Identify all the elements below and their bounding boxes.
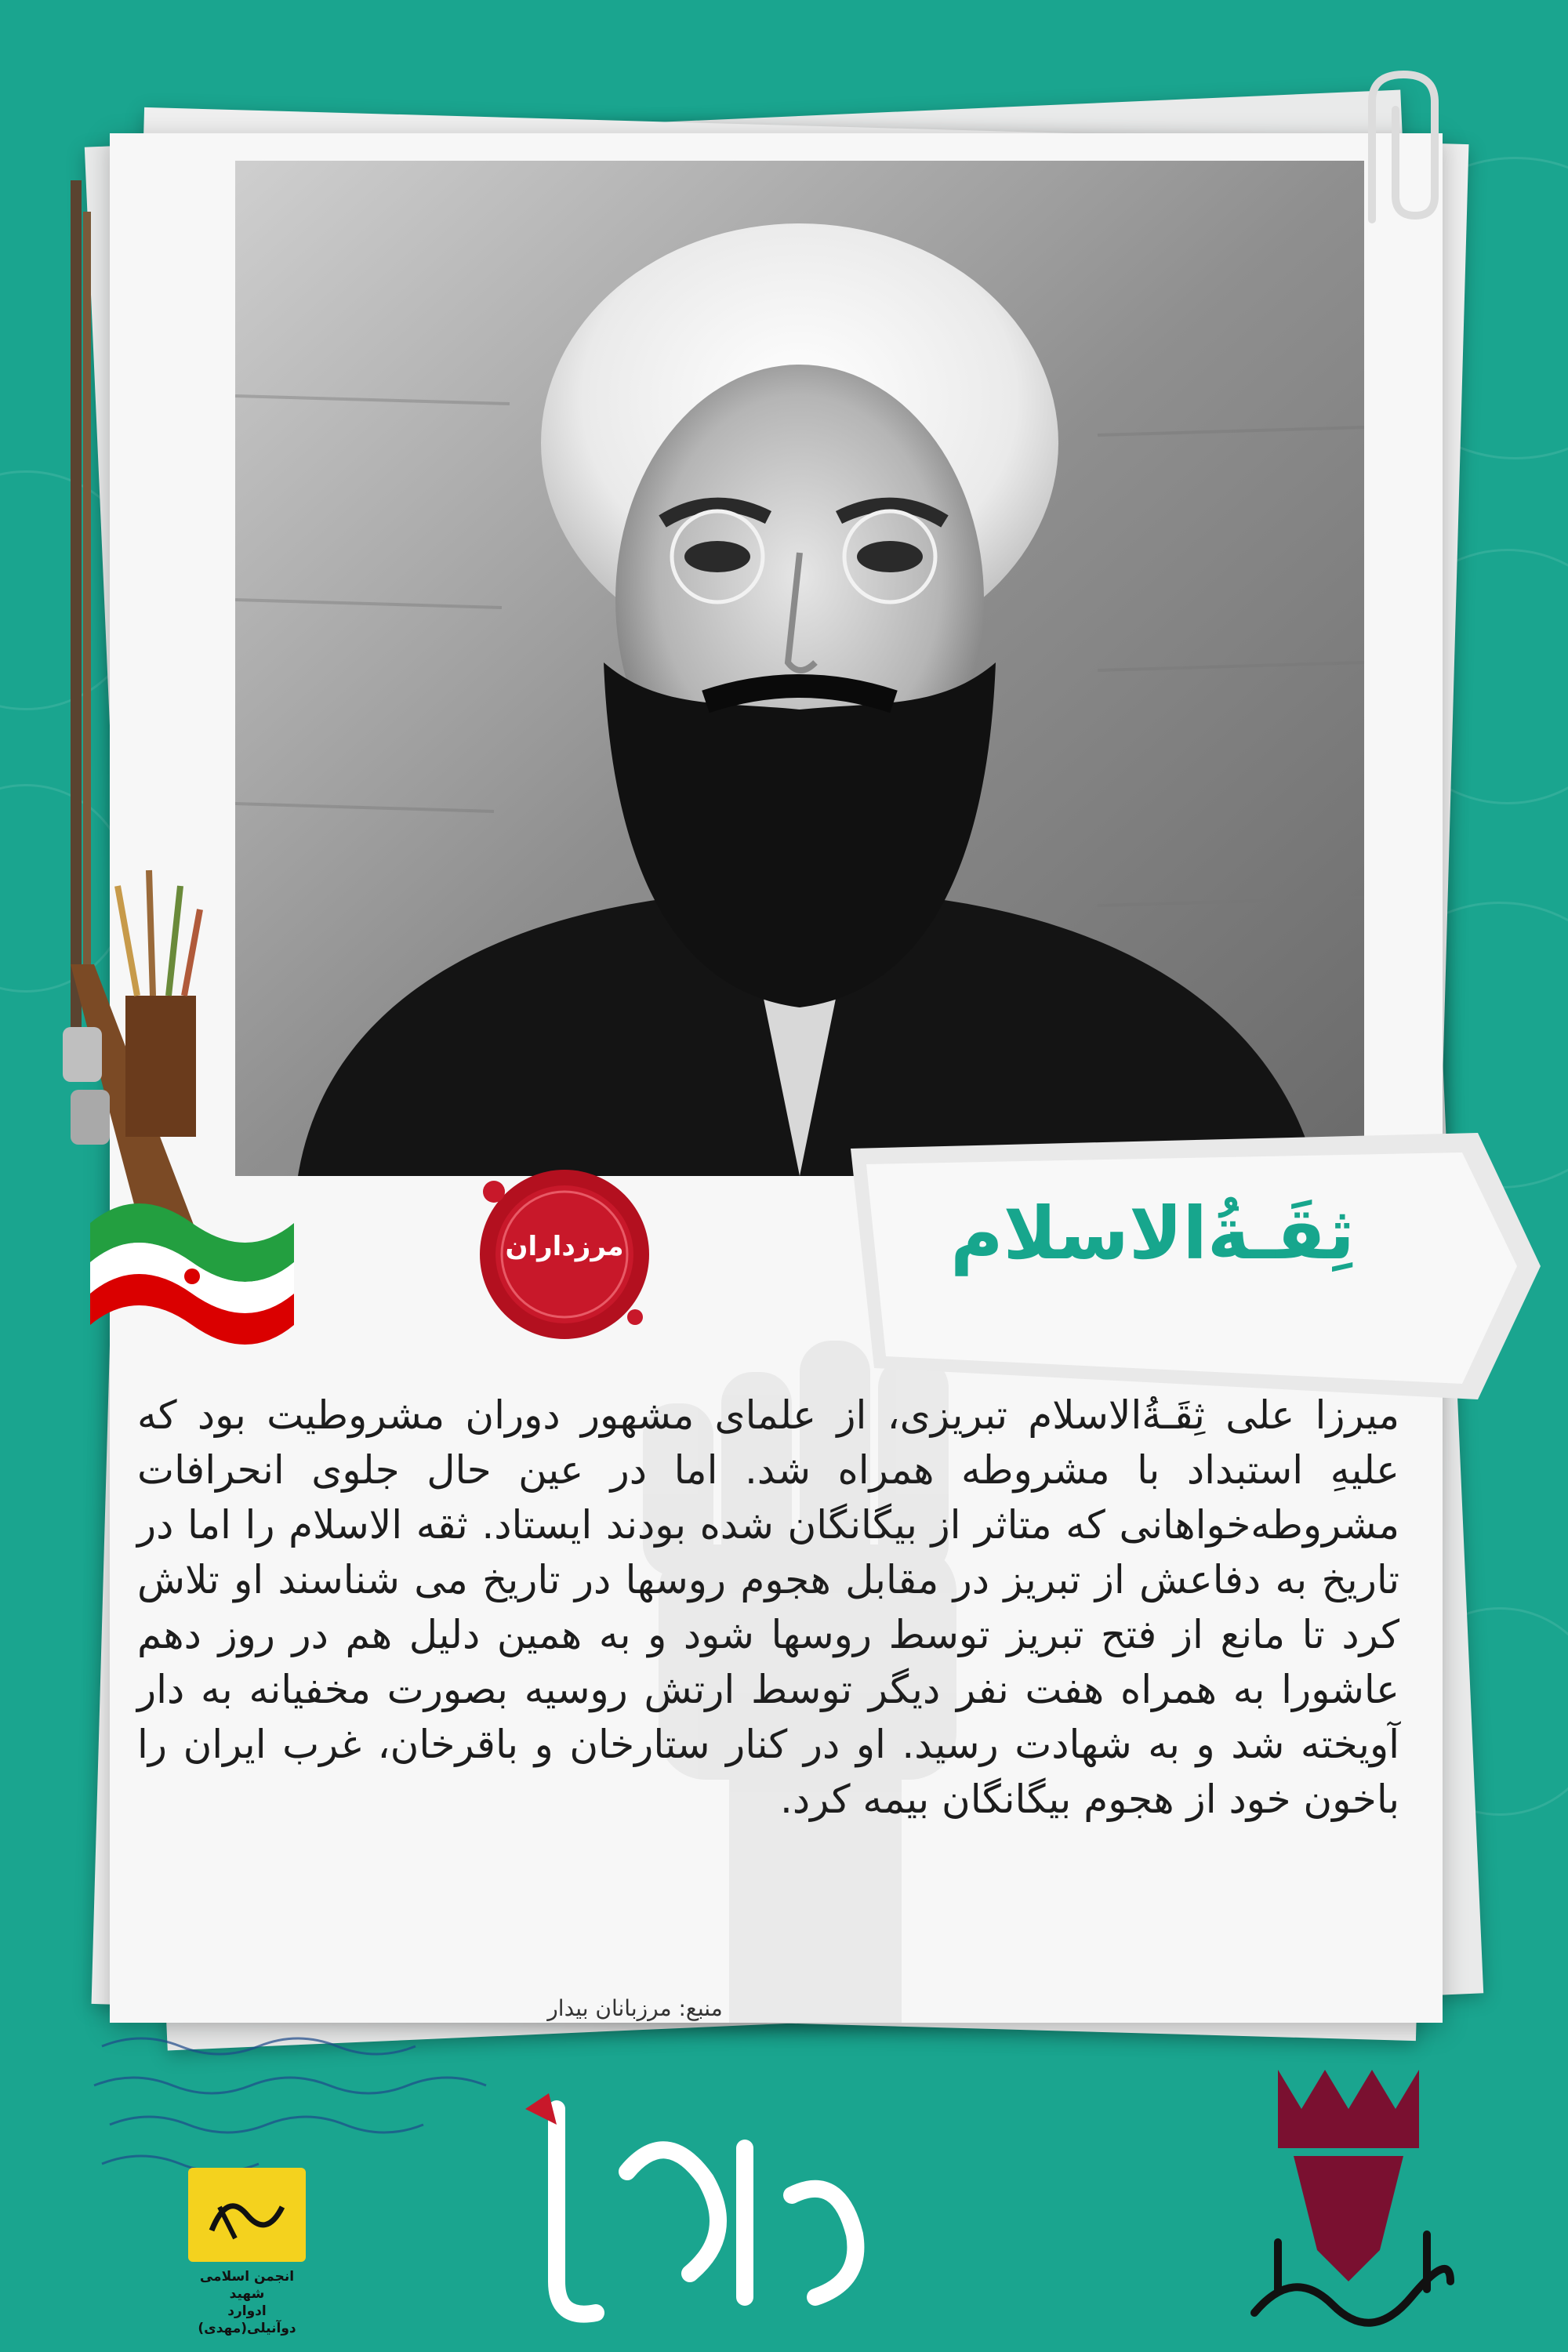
paper-clip-icon	[1341, 63, 1466, 235]
right-emblem-logo	[1231, 2054, 1466, 2336]
brand-calligraphy-logo	[510, 2078, 886, 2336]
body-paragraph: میرزا علی ثِقَـةُالاسلام تبریزی، از علمای مشهور دوران مشروطیت بود که علیهِ استبداد با مشروطه همراه شد. اما در عین حال جلوی انحرافات مشروطه‌خواهانی که متاثر از بیگانگان شده بودند ایستاد. ثقه الاسلام را اما در تاریخ به دفاعش از تبریز در مقابل هجوم روسها در تاریخ می شناسند او تلاش کرد تا مانع از فتح تبریز توسط روسها شود و به همین دلیل هم در روز دهم عاشورا به همراه هفت نفر دیگر توسط ارتش روسیه بصورت مخفیانه به دار آویخته شد و به شهادت رسید. او در کنار ستارخان و باقرخان، غرب ایران را باخون خود از هجوم بیگانگان بیمه کرد.	[137, 1392, 1399, 1822]
iran-flag-ribbon-icon	[74, 1176, 310, 1364]
portrait-illustration	[235, 161, 1364, 1176]
source-credit: منبع: مرزبانان بیدار	[547, 1995, 723, 2021]
association-name-line1: انجمن اسلامی شهید	[199, 2269, 295, 2302]
portrait-photo	[235, 161, 1364, 1176]
association-logo	[188, 2168, 306, 2336]
rifle-decoration-icon	[47, 180, 204, 1239]
association-name-line2: ادوارد دوآنیلی(مهدی)	[198, 2303, 296, 2336]
page-title: ثِقَـةُالاسلام	[950, 1192, 1355, 1276]
association-logo-badge	[188, 2168, 306, 2262]
seal-label: مرزداران	[505, 1231, 624, 1262]
calligraphy-icon	[204, 2183, 290, 2246]
